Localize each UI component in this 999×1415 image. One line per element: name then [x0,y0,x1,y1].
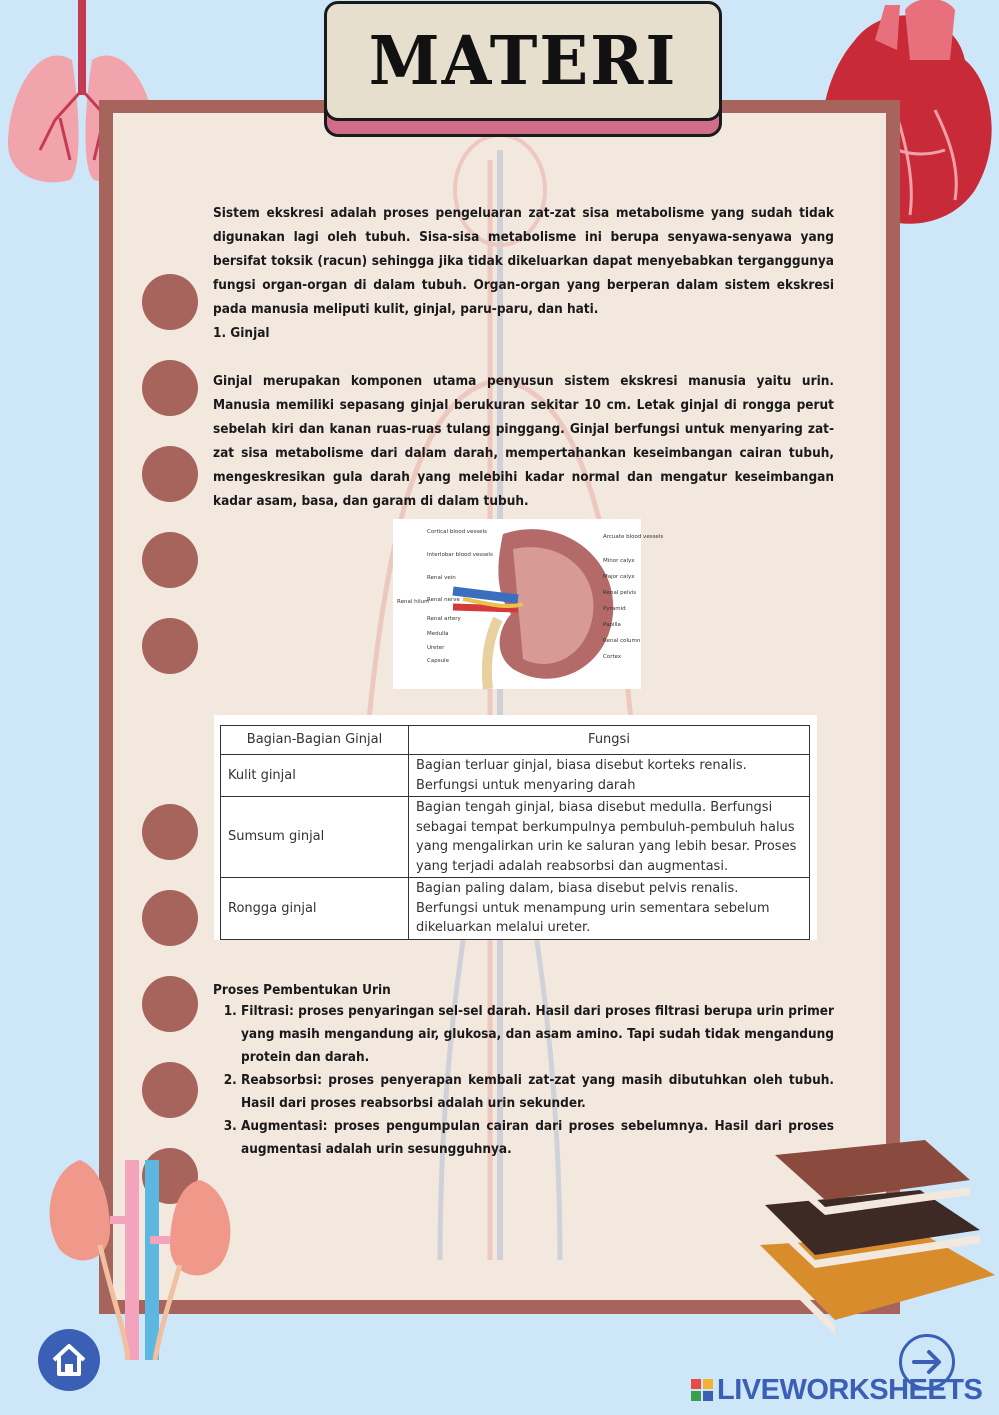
table-cell-part: Kulit ginjal [221,755,409,797]
page-title: MATERI [368,21,678,101]
figure-label: Minor calyx [603,558,635,564]
figure-label: Papilla [603,622,621,628]
table-cell-part: Rongga ginjal [221,878,409,940]
figure-label: Renal vein [427,575,456,581]
binder-hole [142,618,198,674]
list-item: 2. Reabsorbsi: proses penyerapan kembali zat-zat yang masih dibutuhkan oleh tubuh. Hasil dari proses reabsorbsi adalah urin sekunder. [241,1069,834,1115]
figure-label: Interlobar blood vessels [427,552,493,558]
list-item: 3. Augmentasi: proses pengumpulan cairan dari proses sebelumnya. Hasil dari proses augmentasi adalah urin sesungguhnya. [241,1115,834,1161]
table-header: Fungsi [409,726,810,755]
binder-hole [142,532,198,588]
books-illustration [755,1135,999,1335]
figure-label: Ureter [427,645,445,651]
kidney-parts-table [220,725,810,940]
figure-label: Renal pelvis [603,590,637,596]
home-button[interactable] [38,1329,100,1391]
figure-label-hilum: Renal hilum [397,599,430,605]
liveworksheets-logo-icon [691,1379,713,1401]
ginjal-paragraph: Ginjal merupakan komponen utama penyusun sistem ekskresi manusia yaitu urin. Manusia memiliki sepasang ginjal berukuran sekitar 10 cm. Letak ginjal di rongga perut sebelah kiri dan kanan ruas-ruas tulang pinggang. Ginjal berfungsi untuk menyaring zat-zat sisa metabolisme dari dalam darah, mempertahankan keseimbangan cairan tubuh, mengeskresikan gula darah yang melebihi kadar normal dan mengatur keseimbangan kadar asam, basa, dan garam di dalam tubuh. [213,373,834,509]
brand-name: LIVEWORKSHEETS [717,1373,983,1406]
list-item: 1. Filtrasi: proses penyaringan sel-sel darah. Hasil dari proses filtrasi berupa urin primer yang masih mengandung air, glukosa, dan asam amino. Tapi sudah tidak mengandung protein dan darah. [241,1000,834,1069]
kidney-parts-table-container [214,715,817,940]
table-cell-function: Bagian paling dalam, biasa disebut pelvis renalis. Berfungsi untuk menampung urin sementara sebelum dikeluarkan melalui ureter. [409,878,810,940]
table-cell-function: Bagian terluar ginjal, biasa disebut korteks renalis. Berfungsi untuk menyaring darah [409,755,810,797]
table-cell-part: Sumsum ginjal [221,797,409,878]
binder-hole [142,804,198,860]
figure-label: Pyramid [603,606,626,612]
title-box [324,1,722,121]
home-icon [38,1329,100,1391]
binder-hole [142,976,198,1032]
figure-label: Cortex [603,654,622,660]
table-cell-function: Bagian tengah ginjal, biasa disebut medulla. Berfungsi sebagai tempat berkumpulnya pembuluh-pembuluh halus yang mengalirkan urin ke saluran yang lebih besar. Proses yang terjadi adalah reabsorbsi dan augmentasi. [409,797,810,878]
intro-paragraph: Sistem ekskresi adalah proses pengeluaran zat-zat sisa metabolisme yang sudah tidak digunakan lagi oleh tubuh. Sisa-sisa metabolisme ini berupa senyawa-senyawa yang bersifat toksik (racun) sehingga jika tidak dikeluarkan dapat menyebabkan terganggunya fungsi organ-organ di dalam tubuh. Organ-organ yang berperan dalam sistem ekskresi pada manusia meliputi kulit, ginjal, paru-paru, dan hati. [213,205,834,317]
figure-label: Arcuate blood vessels [603,534,664,540]
process-steps-list [213,1000,834,1161]
table-header: Bagian-Bagian Ginjal [221,726,409,755]
table-row [221,797,810,878]
binder-hole [142,1062,198,1118]
table-row [221,878,810,940]
figure-label: Renal artery [427,616,461,622]
kidney-diagram [393,519,664,689]
liveworksheets-brand[interactable] [691,1372,982,1408]
figure-label: Renal nerve [427,597,460,603]
table-row [221,755,810,797]
figure-label: Major calyx [603,574,635,580]
kidney-anatomy-figure [393,519,664,689]
figure-label: Capsule [427,658,449,664]
figure-label: Renal column [603,638,641,644]
figure-label: Medulla [427,631,449,637]
section-heading-proses: Proses Pembentukan Urin [213,982,391,998]
table-header-row [221,726,810,755]
binder-hole [142,274,198,330]
section-heading-ginjal: 1. Ginjal [213,325,270,341]
binder-hole [142,446,198,502]
figure-label: Cortical blood vessels [427,529,487,535]
binder-hole [142,890,198,946]
binder-hole [142,360,198,416]
